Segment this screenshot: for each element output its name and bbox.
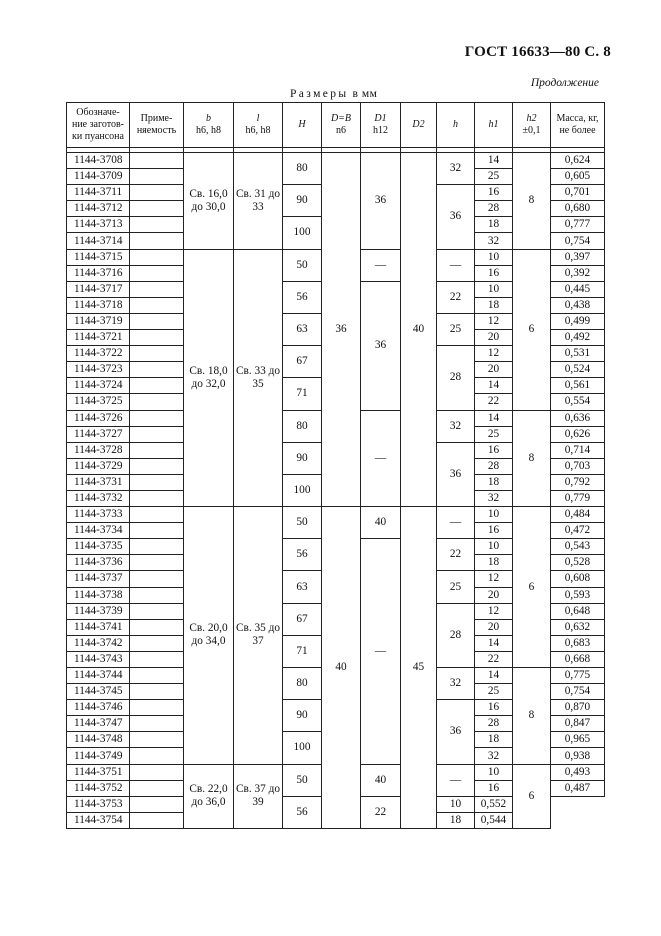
continuation-label: Продолжение [530, 77, 599, 89]
mass-cell: 0,487 [551, 780, 605, 796]
applicability-cell [130, 458, 184, 474]
applicability-cell [130, 410, 184, 426]
h-cell: 32 [437, 410, 475, 442]
mass-cell: 0,636 [551, 410, 605, 426]
h-cell: 22 [437, 281, 475, 313]
mass-cell: 0,524 [551, 362, 605, 378]
designation-cell: 1144-3732 [67, 490, 130, 506]
h1-cell: 10 [475, 764, 513, 780]
applicability-cell [130, 313, 184, 329]
h2-cell: 6 [513, 507, 551, 668]
designation-cell: 1144-3731 [67, 474, 130, 490]
b-cell: Св. 22,0 до 36,0 [184, 764, 234, 828]
l-cell: Св. 35 до 37 [234, 507, 283, 765]
designation-cell: 1144-3754 [67, 812, 130, 828]
h1-cell: 32 [475, 748, 513, 764]
h-cell: — [437, 507, 475, 539]
table-row [67, 153, 605, 169]
designation-cell: 1144-3722 [67, 346, 130, 362]
designation-cell: 1144-3711 [67, 185, 130, 201]
col-D-B: D=B n6 [322, 103, 361, 148]
mass-cell: 0,472 [551, 523, 605, 539]
D1-cell: — [361, 410, 401, 507]
H-cell: 90 [283, 700, 322, 732]
mass-cell: 0,779 [551, 490, 605, 506]
applicability-cell [130, 651, 184, 667]
applicability-cell [130, 764, 184, 780]
h1-cell: 28 [475, 201, 513, 217]
applicability-cell [130, 732, 184, 748]
D-B-cell: 40 [322, 507, 361, 829]
designation-cell: 1144-3733 [67, 507, 130, 523]
applicability-cell [130, 700, 184, 716]
applicability-cell [130, 507, 184, 523]
applicability-cell [130, 684, 184, 700]
designation-cell: 1144-3726 [67, 410, 130, 426]
h2-cell: 8 [513, 410, 551, 507]
h1-cell: 16 [475, 700, 513, 716]
applicability-cell [130, 233, 184, 249]
designation-cell: 1144-3712 [67, 201, 130, 217]
H-cell: 63 [283, 313, 322, 345]
table-body [67, 148, 605, 829]
h1-cell: 28 [475, 458, 513, 474]
H-cell: 100 [283, 732, 322, 764]
mass-cell: 0,680 [551, 201, 605, 217]
designation-cell: 1144-3751 [67, 764, 130, 780]
applicability-cell [130, 812, 184, 828]
applicability-cell [130, 249, 184, 265]
h1-cell: 32 [475, 233, 513, 249]
H-cell: 50 [283, 249, 322, 281]
h-cell: 36 [437, 185, 475, 249]
h1-cell: 32 [475, 490, 513, 506]
h1-cell: 20 [475, 619, 513, 635]
h1-cell: 20 [475, 362, 513, 378]
h-cell: 36 [437, 442, 475, 506]
h1-cell: 16 [475, 780, 513, 796]
applicability-cell [130, 394, 184, 410]
designation-cell: 1144-3727 [67, 426, 130, 442]
h1-cell: 22 [475, 651, 513, 667]
l-cell: Св. 31 до 33 [234, 153, 283, 250]
mass-cell: 0,701 [551, 185, 605, 201]
designation-cell: 1144-3741 [67, 619, 130, 635]
col-mass: Масса, кг, не более [551, 103, 605, 148]
l-cell: Св. 33 до 35 [234, 249, 283, 507]
H-cell: 56 [283, 796, 322, 828]
sizes-unit: в мм [352, 88, 378, 100]
applicability-cell [130, 668, 184, 684]
col-H: H [283, 103, 322, 148]
mass-cell: 0,648 [551, 603, 605, 619]
designation-cell: 1144-3749 [67, 748, 130, 764]
h1-cell: 10 [475, 507, 513, 523]
applicability-cell [130, 346, 184, 362]
mass-cell: 0,754 [551, 233, 605, 249]
designation-cell: 1144-3716 [67, 265, 130, 281]
H-cell: 67 [283, 603, 322, 635]
col-D2: D2 [401, 103, 437, 148]
H-cell: 90 [283, 442, 322, 474]
designation-cell: 1144-3713 [67, 217, 130, 233]
header-row [67, 103, 605, 148]
h1-cell: 10 [475, 249, 513, 265]
H-cell: 56 [283, 281, 322, 313]
designation-cell: 1144-3738 [67, 587, 130, 603]
h1-cell: 18 [475, 555, 513, 571]
applicability-cell [130, 716, 184, 732]
h1-cell: 18 [437, 812, 475, 828]
designation-cell: 1144-3728 [67, 442, 130, 458]
designation-cell: 1144-3723 [67, 362, 130, 378]
sizes-caption [290, 88, 377, 100]
h1-cell: 12 [475, 313, 513, 329]
applicability-cell [130, 297, 184, 313]
h-cell: 32 [437, 153, 475, 185]
mass-cell: 0,714 [551, 442, 605, 458]
col-l: l h6, h8 [234, 103, 283, 148]
mass-cell: 0,593 [551, 587, 605, 603]
designation-cell: 1144-3744 [67, 668, 130, 684]
h-cell: 28 [437, 346, 475, 410]
b-cell: Св. 20,0 до 34,0 [184, 507, 234, 765]
H-cell: 63 [283, 571, 322, 603]
h1-cell: 18 [475, 474, 513, 490]
h-cell: 25 [437, 571, 475, 603]
mass-cell: 0,703 [551, 458, 605, 474]
mass-cell: 0,499 [551, 313, 605, 329]
mass-cell: 0,492 [551, 330, 605, 346]
applicability-cell [130, 523, 184, 539]
col-b: b h6, h8 [184, 103, 234, 148]
h1-cell: 16 [475, 265, 513, 281]
applicability-cell [130, 362, 184, 378]
applicability-cell [130, 330, 184, 346]
H-cell: 67 [283, 346, 322, 378]
designation-cell: 1144-3719 [67, 313, 130, 329]
mass-cell: 0,531 [551, 346, 605, 362]
h-cell: 25 [437, 313, 475, 345]
h1-cell: 25 [475, 684, 513, 700]
applicability-cell [130, 603, 184, 619]
mass-cell: 0,484 [551, 507, 605, 523]
applicability-cell [130, 265, 184, 281]
designation-cell: 1144-3729 [67, 458, 130, 474]
applicability-cell [130, 217, 184, 233]
designation-cell: 1144-3714 [67, 233, 130, 249]
designation-cell: 1144-3739 [67, 603, 130, 619]
H-cell: 50 [283, 507, 322, 539]
designation-cell: 1144-3745 [67, 684, 130, 700]
h1-cell: 25 [475, 169, 513, 185]
applicability-cell [130, 555, 184, 571]
punch-blanks-table [66, 102, 605, 829]
h2-cell: 6 [513, 764, 551, 828]
h1-cell: 16 [475, 442, 513, 458]
col-h: h [437, 103, 475, 148]
applicability-cell [130, 635, 184, 651]
D1-cell: 40 [361, 507, 401, 539]
mass-cell: 0,668 [551, 651, 605, 667]
h-cell: 22 [361, 796, 401, 828]
b-cell: Св. 16,0 до 30,0 [184, 153, 234, 250]
D1-cell: — [361, 249, 401, 281]
H-cell: 71 [283, 635, 322, 667]
mass-cell: 0,493 [551, 764, 605, 780]
h-cell: — [437, 249, 475, 281]
designation-cell: 1144-3737 [67, 571, 130, 587]
h1-cell: 22 [475, 394, 513, 410]
designation-cell: 1144-3742 [67, 635, 130, 651]
designation-cell: 1144-3709 [67, 169, 130, 185]
applicability-cell [130, 796, 184, 812]
h-cell: 22 [437, 539, 475, 571]
applicability-cell [130, 378, 184, 394]
h1-cell: 25 [475, 426, 513, 442]
h-cell: 32 [437, 668, 475, 700]
h2-cell: 8 [513, 668, 551, 765]
l-cell: Св. 37 до 39 [234, 764, 283, 828]
h1-cell: 10 [475, 281, 513, 297]
mass-cell: 0,392 [551, 265, 605, 281]
H-cell: 56 [283, 539, 322, 571]
h-cell: 36 [437, 700, 475, 764]
H-cell: 100 [283, 217, 322, 249]
mass-cell: 0,552 [475, 796, 513, 812]
applicability-cell [130, 780, 184, 796]
designation-cell: 1144-3734 [67, 523, 130, 539]
designation-cell: 1144-3743 [67, 651, 130, 667]
mass-cell: 0,544 [475, 812, 513, 828]
h1-cell: 14 [475, 153, 513, 169]
h1-cell: 12 [475, 571, 513, 587]
designation-cell: 1144-3747 [67, 716, 130, 732]
mass-cell: 0,561 [551, 378, 605, 394]
h1-cell: 14 [475, 410, 513, 426]
col-h1: h1 [475, 103, 513, 148]
D2-cell: 45 [401, 507, 437, 829]
D1-cell: 36 [361, 153, 401, 250]
sizes-word: Размеры [290, 88, 349, 100]
mass-cell: 0,554 [551, 394, 605, 410]
h1-cell: 16 [475, 185, 513, 201]
col-D1: D1 h12 [361, 103, 401, 148]
mass-cell: 0,792 [551, 474, 605, 490]
mass-cell: 0,438 [551, 297, 605, 313]
h1-cell: 14 [475, 668, 513, 684]
h1-cell: 20 [475, 587, 513, 603]
designation-cell: 1144-3725 [67, 394, 130, 410]
h1-cell: 18 [475, 217, 513, 233]
applicability-cell [130, 185, 184, 201]
h1-cell: 16 [475, 523, 513, 539]
col-applicability: Приме- няемость [130, 103, 184, 148]
mass-cell: 0,397 [551, 249, 605, 265]
H-cell: 80 [283, 153, 322, 185]
applicability-cell [130, 281, 184, 297]
applicability-cell [130, 426, 184, 442]
h1-cell: 14 [475, 635, 513, 651]
designation-cell: 1144-3753 [67, 796, 130, 812]
col-h2: h2 ±0,1 [513, 103, 551, 148]
mass-cell: 0,870 [551, 700, 605, 716]
designation-cell: 1144-3752 [67, 780, 130, 796]
mass-cell: 0,543 [551, 539, 605, 555]
mass-cell: 0,624 [551, 153, 605, 169]
h1-cell: 12 [475, 603, 513, 619]
col-designation: Обозначе- ние заготов- ки пуансона [67, 103, 130, 148]
h2-cell: 8 [513, 153, 551, 250]
mass-cell: 0,605 [551, 169, 605, 185]
h2-cell: 6 [513, 249, 551, 410]
designation-cell: 1144-3717 [67, 281, 130, 297]
designation-cell: 1144-3718 [67, 297, 130, 313]
H-cell: 50 [283, 764, 322, 796]
applicability-cell [130, 490, 184, 506]
h1-cell: 18 [475, 297, 513, 313]
applicability-cell [130, 169, 184, 185]
mass-cell: 0,445 [551, 281, 605, 297]
mass-cell: 0,847 [551, 716, 605, 732]
h-cell: 28 [437, 603, 475, 667]
mass-cell: 0,528 [551, 555, 605, 571]
mass-cell: 0,683 [551, 635, 605, 651]
applicability-cell [130, 442, 184, 458]
b-cell: Св. 18,0 до 32,0 [184, 249, 234, 507]
designation-cell: 1144-3735 [67, 539, 130, 555]
mass-cell: 0,938 [551, 748, 605, 764]
designation-cell: 1144-3708 [67, 153, 130, 169]
applicability-cell [130, 153, 184, 169]
designation-cell: 1144-3748 [67, 732, 130, 748]
h1-cell: 12 [475, 346, 513, 362]
D2-cell: 40 [401, 153, 437, 507]
applicability-cell [130, 619, 184, 635]
D-B-cell: 36 [322, 153, 361, 507]
mass-cell: 0,965 [551, 732, 605, 748]
designation-cell: 1144-3715 [67, 249, 130, 265]
mass-cell: 0,626 [551, 426, 605, 442]
applicability-cell [130, 748, 184, 764]
mass-cell: 0,775 [551, 668, 605, 684]
mass-cell: 0,754 [551, 684, 605, 700]
D1-cell: 40 [361, 764, 401, 796]
applicability-cell [130, 587, 184, 603]
h1-cell: 14 [475, 378, 513, 394]
designation-cell: 1144-3724 [67, 378, 130, 394]
D1-cell: 36 [361, 281, 401, 410]
page-header: ГОСТ 16633—80 С. 8 [464, 44, 611, 60]
H-cell: 90 [283, 185, 322, 217]
designation-cell: 1144-3721 [67, 330, 130, 346]
applicability-cell [130, 474, 184, 490]
H-cell: 71 [283, 378, 322, 410]
h1-cell: 10 [437, 796, 475, 812]
h1-cell: 10 [475, 539, 513, 555]
h1-cell: 20 [475, 330, 513, 346]
applicability-cell [130, 571, 184, 587]
H-cell: 80 [283, 668, 322, 700]
h-cell: — [437, 764, 475, 796]
mass-cell: 0,608 [551, 571, 605, 587]
H-cell: 80 [283, 410, 322, 442]
designation-cell: 1144-3736 [67, 555, 130, 571]
mass-cell: 0,632 [551, 619, 605, 635]
D1-cell: — [361, 539, 401, 764]
h1-cell: 18 [475, 732, 513, 748]
designation-cell: 1144-3746 [67, 700, 130, 716]
table-row [67, 507, 605, 523]
applicability-cell [130, 539, 184, 555]
mass-cell: 0,777 [551, 217, 605, 233]
h1-cell: 28 [475, 716, 513, 732]
applicability-cell [130, 201, 184, 217]
H-cell: 100 [283, 474, 322, 506]
